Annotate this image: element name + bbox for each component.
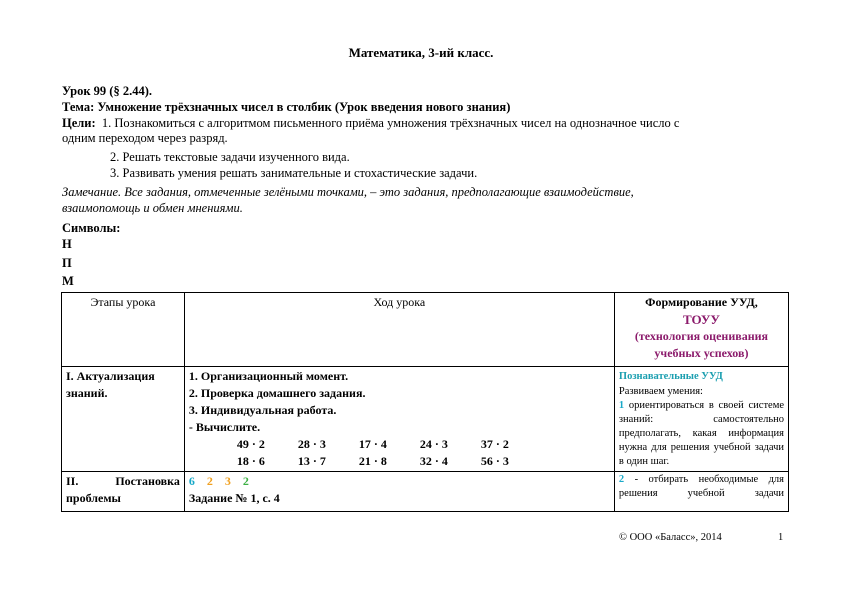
table-row [62,472,789,512]
row2-stage-word1: II. [66,474,79,488]
goal-2: 2. Решать текстовые задачи изученного вида. [110,150,350,164]
goal-1: 1. Познакомиться с алгоритмом письменного приёма умножения трёхзначных чисел на однозначное число с [101,116,680,130]
row1-uud-title: Познавательные УУД [618,371,723,382]
row2-uud-number: 2 [618,474,625,485]
dot-marker-orange: 2 [206,474,213,488]
goal-3: 3. Развивать умения решать занимательные и стохастические задачи. [110,166,478,180]
header-uud-line1: Формирование УУД, [645,295,758,309]
goals-line [62,116,679,131]
calc-item: 56 · 3 [480,454,509,468]
header-uud-line2: ТОУУ [682,312,720,327]
topic-text: Умножение трёхзначных чисел в столбик (Урок введения нового знания) [97,100,511,114]
row1-uud-number: 1 [618,400,625,411]
document-title: Математика, 3-ий класс. [348,45,494,60]
row1-stage [62,367,185,472]
header-course: Ход урока [184,293,614,367]
row2-stage [62,472,185,512]
row2-stage-line1 [66,473,180,490]
calc-item: 37 · 2 [480,437,509,451]
row1-step-4: - Вычислите. [188,420,261,434]
row2-uud-body [619,473,784,501]
goal-1-continued: одним переходом через разряд. [62,131,228,145]
calc-grid [237,436,610,470]
interaction-dots [189,473,610,490]
row2-course [184,472,614,512]
row1-uud-body [619,399,784,469]
row2-uud [614,472,788,512]
note-line-1: Замечание. Все задания, отмеченные зелёными точками, – это задания, предполагающие взаимодействие, [62,185,634,199]
symbol-p: П [62,256,72,270]
row1-step-3: 3. Индивидуальная работа. [188,403,337,417]
row1-uud [614,367,788,472]
lesson-table [61,292,789,512]
table-header-row [62,293,789,367]
header-stages: Этапы урока [62,293,185,367]
calc-item: 32 · 4 [419,454,448,468]
goals-label: Цели: [62,116,96,130]
header-uud [614,293,788,367]
row2-task: Задание № 1, с. 4 [188,491,280,505]
topic-line [62,100,510,115]
table-row [62,367,789,472]
row1-stage-line2: знаний. [66,386,108,400]
calc-item: 17 · 4 [358,437,387,451]
row1-uud-text: ориентироваться в своей системе знаний: самостоятельно предполагать, какая информация нужна для решения учебной задачи в один шаг. [618,400,784,467]
row1-course [184,367,614,472]
row1-uud-intro: Развиваем умения: [618,386,703,397]
calc-item: 28 · 3 [297,437,326,451]
calc-item: 21 · 8 [358,454,387,468]
calc-item: 18 · 6 [236,454,265,468]
symbols-label: Символы: [62,221,121,235]
topic-label: Тема: [62,100,95,114]
dot-marker-orange: 3 [224,474,231,488]
row2-uud-text: - отбирать необходимые для решения учебной задачи [618,474,784,499]
dot-marker-cyan: 6 [188,474,195,488]
symbol-n: Н [62,237,72,251]
header-uud-line3: (технология оценивания учебных успехов) [634,329,769,360]
calc-item: 13 · 7 [297,454,326,468]
calc-item: 24 · 3 [419,437,448,451]
row2-stage-line2: проблемы [66,491,121,505]
calc-item: 49 · 2 [236,437,265,451]
symbol-m: М [62,274,74,288]
row1-step-2: 2. Проверка домашнего задания. [188,386,366,400]
row1-stage-line1: I. Актуализация [66,369,155,383]
copyright: © ООО «Баласс», 2014 [619,532,722,543]
row2-stage-word2: Постановка [115,474,180,488]
dot-marker-green: 2 [242,474,249,488]
row1-step-1: 1. Организационный момент. [188,369,349,383]
page-number: 1 [778,532,784,543]
note-line-2: взаимопомощь и обмен мнениями. [62,201,243,215]
lesson-number: Урок 99 (§ 2.44). [62,84,153,98]
